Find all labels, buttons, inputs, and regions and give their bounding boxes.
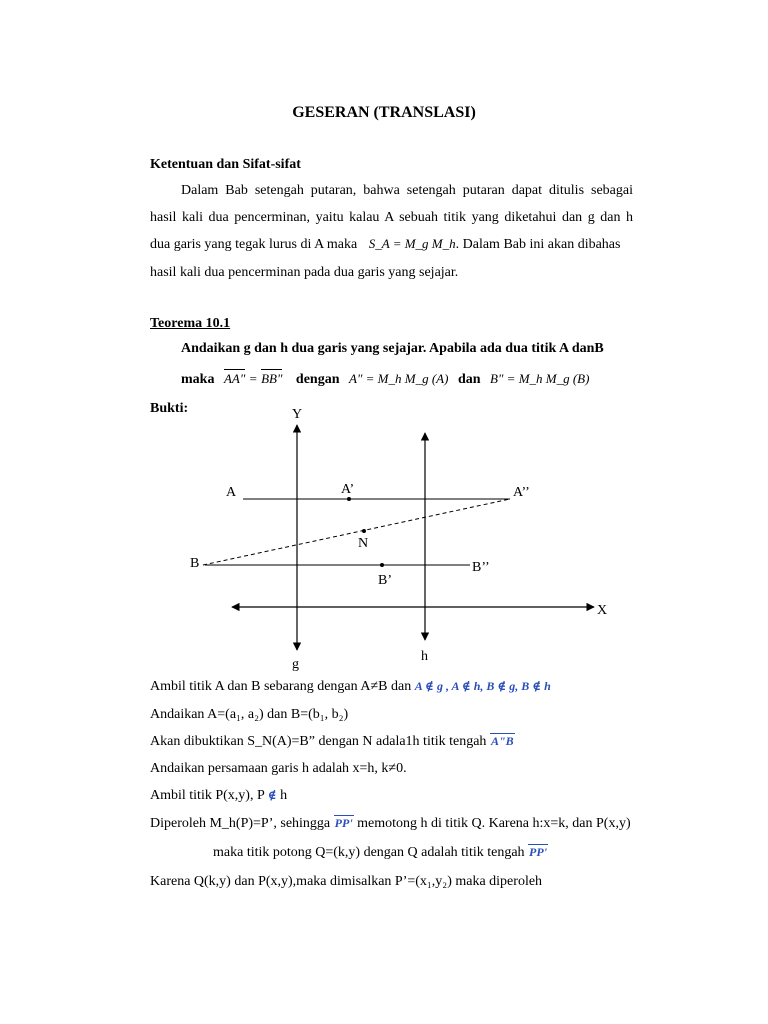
equation-b: B" = M_h M_g (B) [490,371,590,386]
segment-aa: AA" [223,371,246,386]
label-h: h [421,649,428,664]
half-turn-formula: S_A = M_g M_h [368,236,456,251]
proof-line-3 [150,734,515,750]
section-heading: Ketentuan dan Sifat-sifat [150,157,301,172]
label-y: Y [292,407,303,422]
label-b-double: B’’ [472,560,490,575]
segment-highlight-a2b: A"B [490,734,514,748]
label-a-prime: A’ [341,482,355,497]
proof-line-6 [150,816,631,832]
proof-line-6-end: memotong h di titik Q. Karena h:x=k, dan P(x,y) [357,816,631,831]
page-title: GESERAN (TRANSLASI) [292,104,476,121]
segment-bb: BB" [261,371,283,386]
conditions-highlight: A ∉ g , A ∉ h, B ∉ g, B ∉ h [414,679,551,693]
proof-line-1-text: Ambil titik A dan B sebarang dengan A≠B dan [150,679,412,694]
equation-a: A" = M_h M_g (A) [349,371,449,386]
paragraph-line-2: hasil kali dua pencerminan, yaitu kalau A sebuah titik yang diketahui dan g dan h [150,210,633,225]
label-b-prime: B’ [378,573,392,588]
proof-line-1 [150,679,551,695]
proof-line-7-text: maka titik potong Q=(k,y) dengan Q adalah titik tengah [213,845,525,860]
equals-sign: = [248,371,258,386]
label-a-double: A’’ [513,485,530,500]
paragraph-line-1: Dalam Bab setengah putaran, bahwa setengah putaran dapat ditulis sebagai [181,183,633,198]
proof-line-7 [213,845,548,861]
dashed-segment-b-a2 [203,499,510,565]
proof-line-4: Andaikan persamaan garis h adalah x=h, k≠0. [150,761,407,776]
theorem-dan: dan [457,372,481,387]
theorem-label: Teorema 10.1 [150,316,231,331]
proof-line-5 [150,788,287,804]
paragraph-line-3-end: . Dalam Bab ini akan dibahas [455,237,621,252]
proof-line-6-start: Diperoleh M_h(P)=P’, sehingga [150,816,331,831]
point-n [362,529,366,533]
proof-line-8: Karena Q(k,y) dan P(x,y),maka dimisalkan P’=(x₁,y₂) maka diperoleh [150,874,543,889]
segment-highlight-pp-2: PP' [529,845,548,859]
label-b: B [190,556,200,571]
paragraph-line-4: hasil kali dua pencerminan pada dua garis yang sejajar. [150,265,459,280]
theorem-line-1: Andaikan g dan h dua garis yang sejajar. Apabila ada dua titik A danB [181,341,604,356]
theorem-maka: maka [181,372,215,387]
label-g: g [292,657,299,672]
label-n: N [358,536,369,551]
label-a: A [226,485,237,500]
paragraph-line-3-start: dua garis yang tegak lurus di A maka [150,237,358,252]
point-b-prime [380,563,384,567]
label-x: X [597,603,608,618]
point-a-prime [347,497,351,501]
segment-highlight-pp: PP' [334,816,353,830]
proof-line-5-start: Ambil titik P(x,y), P [150,788,265,803]
proof-line-3-text: Akan dibuktikan S_N(A)=B” dengan N adala1h titik tengah [150,734,487,749]
theorem-dengan: dengan [295,372,340,387]
not-element-symbol: ∉ [267,788,277,802]
proof-line-5-end: h [280,788,288,803]
proof-line-2: Andaikan A=(a₁, a₂) dan B=(b₁, b₂) [150,707,349,722]
proof-label: Bukti: [150,401,189,416]
